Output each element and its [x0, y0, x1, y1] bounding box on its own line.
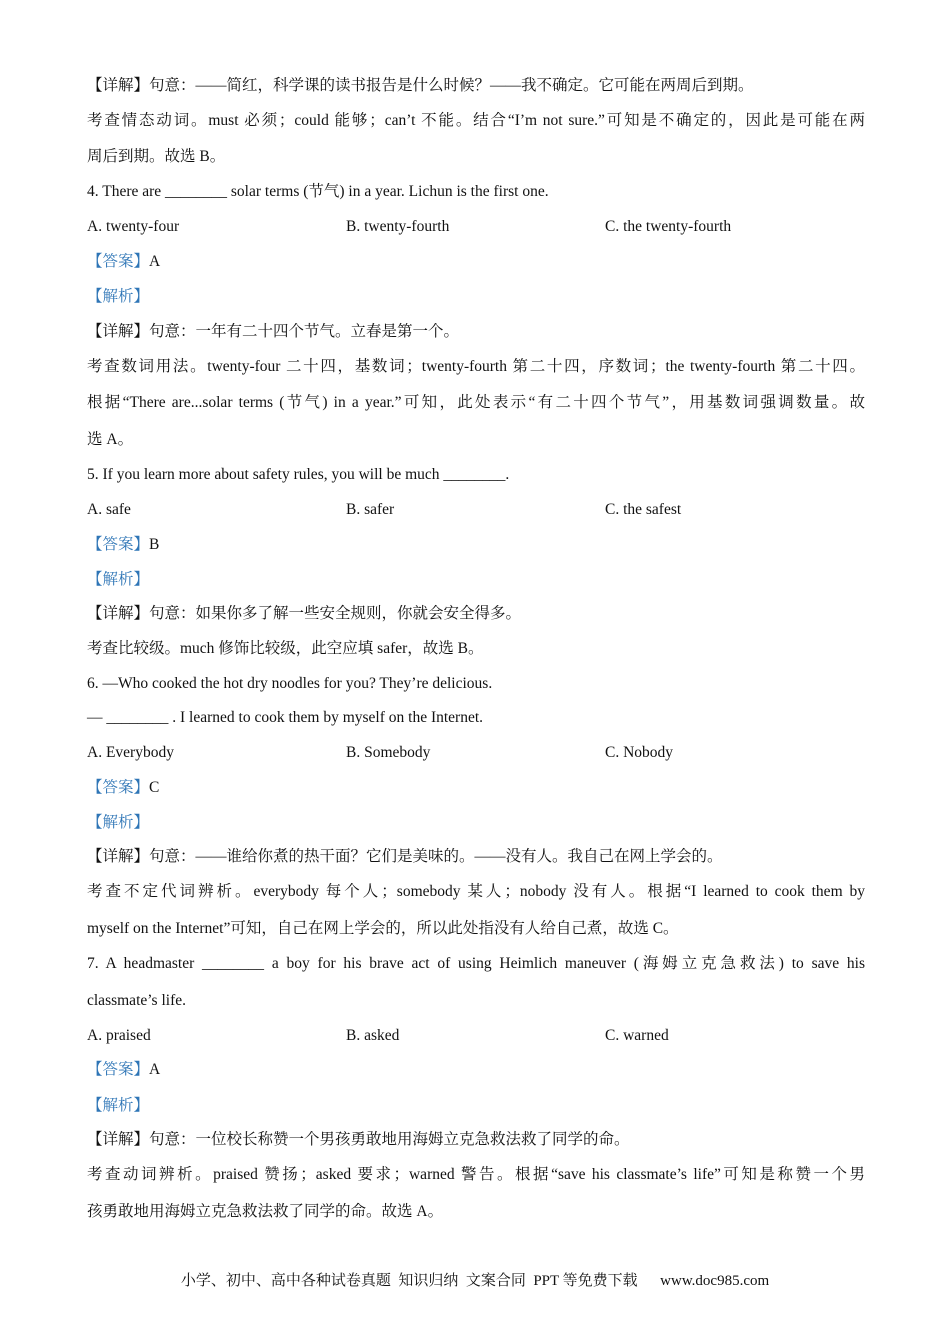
- analysis-label: 【解析】: [87, 1097, 150, 1114]
- analysis-label: 【解析】: [87, 814, 150, 831]
- question-7-stem: 7. A headmaster ________ a boy for his brave act of using Heimlich maneuver (海姆立克急救法) to save his: [87, 955, 865, 972]
- option-b: B. twenty-fourth: [346, 218, 450, 235]
- footer-url[interactable]: www.doc985.com: [660, 1273, 770, 1289]
- explanation-line: 周后到期。故选 B。: [87, 148, 226, 165]
- answer-line: 【答案】A: [87, 1061, 161, 1078]
- option-b: B. safer: [346, 501, 395, 518]
- detail-line: 【详解】句意：一年有二十四个节气。立春是第一个。: [87, 323, 460, 340]
- explanation-line: 考查不定代词辨析。everybody 每个人；somebody 某人；nobody 没有人。根据“I learned to cook them by: [87, 883, 865, 900]
- option-a: A. Everybody: [87, 744, 174, 761]
- option-a: A. twenty-four: [87, 218, 180, 235]
- footer-text: 小学、初中、高中各种试卷真题 知识归纳 文案合同 PPT 等免费下载: [180, 1273, 638, 1289]
- option-b: B. asked: [346, 1027, 400, 1044]
- question-4-stem: 4. There are ________ solar terms (节气) in a year. Lichun is the first one.: [87, 183, 549, 200]
- analysis-label: 【解析】: [87, 571, 150, 588]
- detail-line: 【详解】句意：——谁给你煮的热干面？它们是美味的。——没有人。我自己在网上学会的。: [87, 848, 723, 865]
- explanation-line: 考查比较级。much 修饰比较级，此空应填 safer，故选 B。: [87, 640, 484, 657]
- question-7-stem: classmate’s life.: [87, 992, 186, 1009]
- question-5-stem: 5. If you learn more about safety rules, you will be much ________.: [87, 466, 510, 483]
- option-a: A. safe: [87, 501, 131, 518]
- answer-line: 【答案】A: [87, 253, 161, 270]
- question-6-stem: — ________ . I learned to cook them by myself on the Internet.: [87, 709, 484, 726]
- option-c: C. Nobody: [605, 744, 674, 761]
- answer-line: 【答案】C: [87, 779, 160, 796]
- explanation-line: 孩勇敢地用海姆立克急救法救了同学的命。故选 A。: [87, 1203, 444, 1220]
- explanation-line: 选 A。: [87, 431, 134, 448]
- option-c: C. warned: [605, 1027, 669, 1044]
- explanation-line: 根据“There are...solar terms (节气) in a year.”可知，此处表示“有二十四个节气”，用基数词强调数量。故: [87, 394, 865, 411]
- explanation-line: 考查动词辨析。praised 赞扬；asked 要求；warned 警告。根据“save his classmate’s life”可知是称赞一个男: [87, 1166, 865, 1183]
- detail-line: 【详解】句意：一位校长称赞一个男孩勇敢地用海姆立克急救法救了同学的命。: [87, 1131, 630, 1148]
- detail-line: 【详解】句意：——简红，科学课的读书报告是什么时候？——我不确定。它可能在两周后到期。: [87, 77, 754, 94]
- analysis-label: 【解析】: [87, 288, 150, 305]
- option-a: A. praised: [87, 1027, 151, 1044]
- explanation-line: 考查情态动词。must 必须；could 能够；can’t 不能。结合“I’m not sure.”可知是不确定的，因此是可能在两: [87, 112, 865, 129]
- page-footer: [0, 1269, 950, 1290]
- option-b: B. Somebody: [346, 744, 431, 761]
- question-6-stem: 6. —Who cooked the hot dry noodles for you? They’re delicious.: [87, 675, 493, 692]
- explanation-line: 考查数词用法。twenty-four 二十四，基数词；twenty-fourth 第二十四，序数词；the twenty-fourth 第二十四。: [87, 358, 865, 375]
- explanation-line: myself on the Internet”可知，自己在网上学会的，所以此处指没有人给自己煮，故选 C。: [87, 920, 679, 937]
- answer-line: 【答案】B: [87, 536, 160, 553]
- option-c: C. the safest: [605, 501, 682, 518]
- option-c: C. the twenty-fourth: [605, 218, 732, 235]
- detail-line: 【详解】句意：如果你多了解一些安全规则，你就会安全得多。: [87, 605, 522, 622]
